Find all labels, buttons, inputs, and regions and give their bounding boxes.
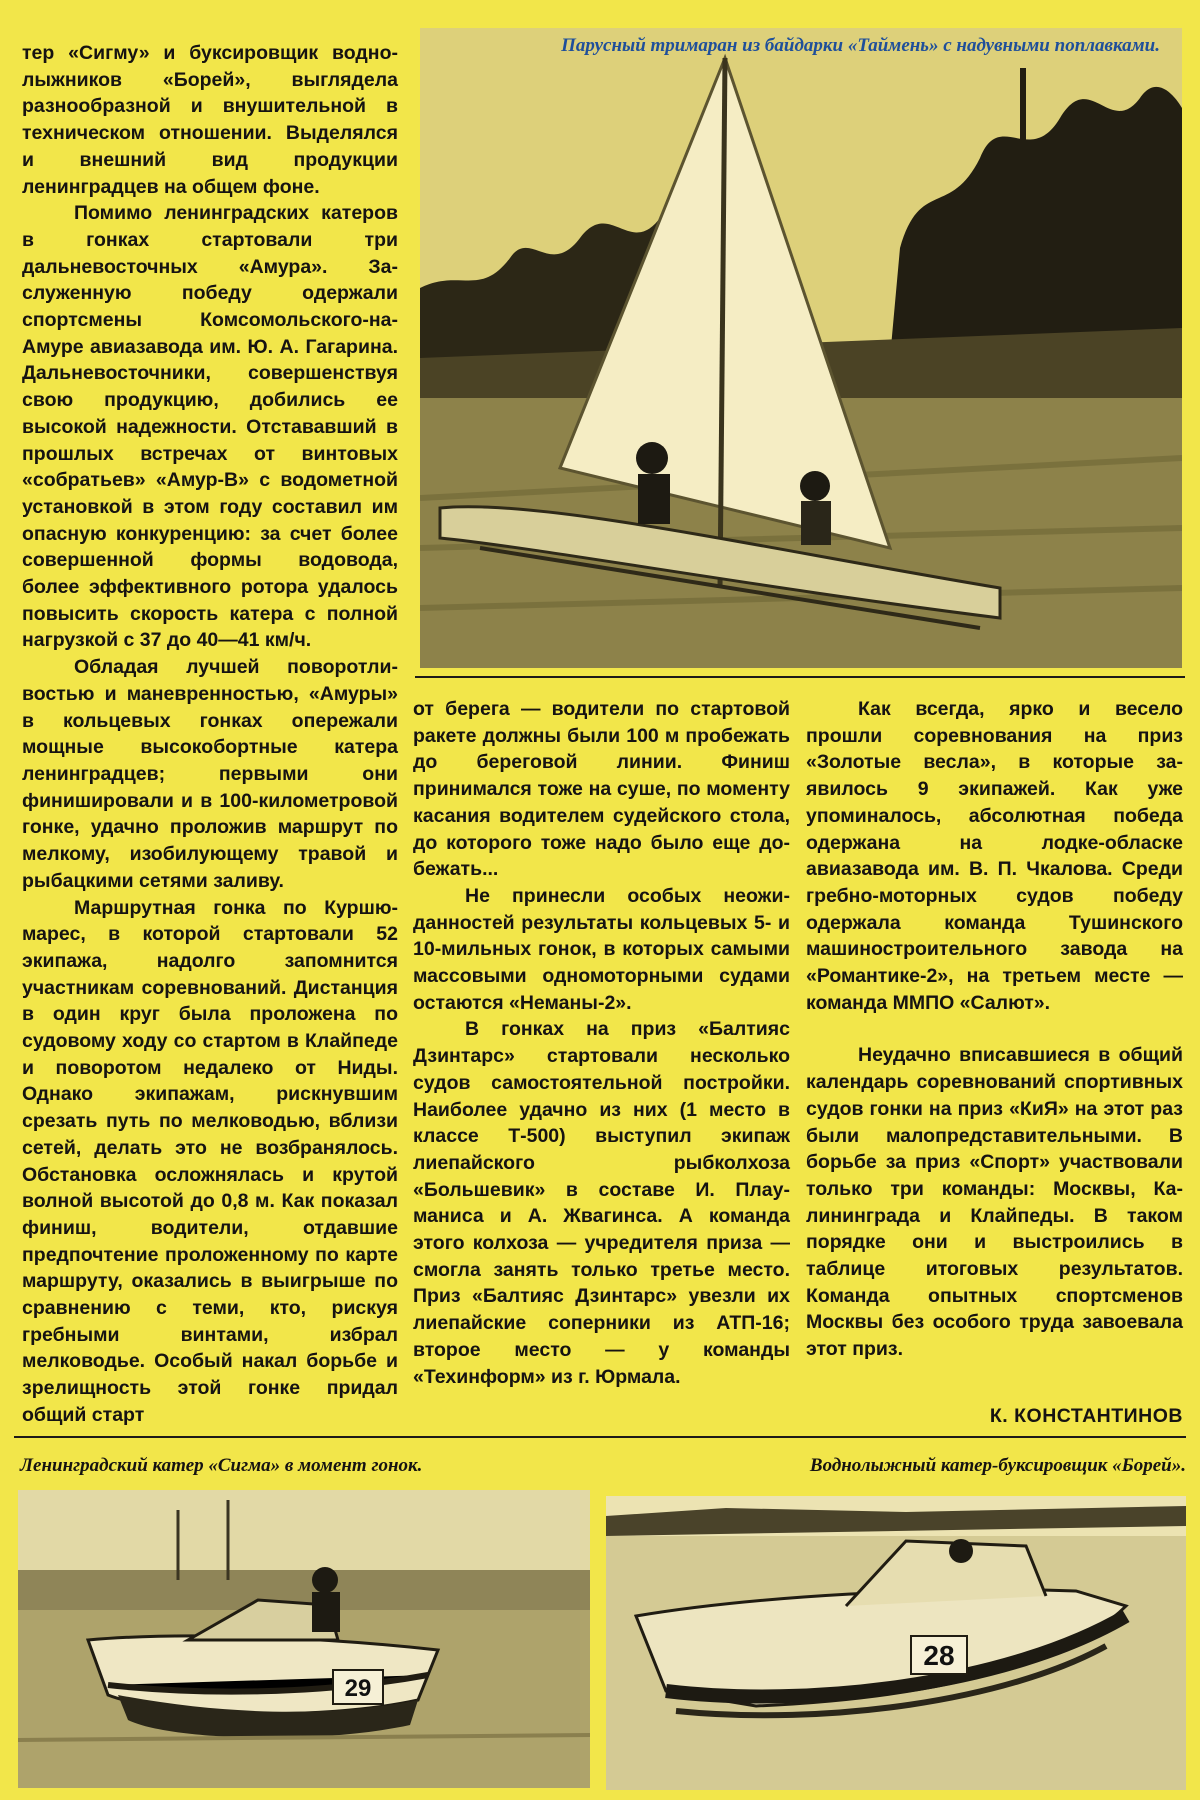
paragraph: Неудачно вписавшиеся в общий календарь соревнований спортивных судов гонки на приз «КиЯ» на этот раз были малопредставительными. В борьбе за приз «Спорт» участвовали только три команды: Москвы, Калининграда и Клайпеды. В таком порядке они и выстроились в таблице итоговых результатов. Команда опытных спортсменов Москвы без особого труда завоевала этот приз. xyxy=(806,1044,1183,1361)
author-signature: К. КОНСТАНТИНОВ xyxy=(989,1405,1183,1427)
photo-borey-boat xyxy=(606,1496,1186,1790)
boat-number: 29 xyxy=(344,1675,372,1702)
paragraph: В гонках на приз «Балтияс Дзинтарс» стартовали несколько судов самостоятельной постройки. Наиболее удачно из них (1 место в классе Т-500) выступил экипаж лиепайского рыбколхоза «Большевик» в составе И. Плауманиса и А. Жвагинса. А команда этого колхоза — учредителя приза — смогла занять только третье место. Приз «Балтияс Дзинтарс» увезли их лиепайские соперники из АТП-16; второе место — у команды «Техинформ» из г. Юрмала. xyxy=(413,1018,790,1388)
photo-caption-bottom-right: Воднолыжный катер-буксировщик «Борей». xyxy=(809,1455,1186,1476)
photo-caption-bottom-left: Ленинградский катер «Сигма» в момент гонок. xyxy=(20,1455,423,1476)
photo-sigma-boat xyxy=(18,1490,590,1788)
divider xyxy=(415,676,1185,678)
paragraph: от берега — водители по стартовой ракете должны были 100 м пробежать до береговой линии. Финиш принимался тоже на суше, по моменту касания водителем судейского стола, до которого тоже надо было еще добежать... xyxy=(413,698,790,881)
article-column-1 xyxy=(22,40,398,1429)
paragraph: Маршрутная гонка по Куршю-марес, в которой стартовали 52 экипажа, надолго запомнится участникам соревнований. Дистанция в один круг была проложена по судовому ходу со стартом в Клайпеде и поворотом недалеко от Ниды. Однако экипажам, рискнувшим срезать путь по мелководью, вблизи сетей, делать это не возбранялось. Обстановка осложнялась и крутой волной высотой до 0,8 м. Как показал финиш, водители, отдавшие предпочтение проложенному по карте маршруту, оказались в выигрыше по сравнению с теми, кто, рискуя гребными винтами, избрал мелководье. Особый накал борьбе и зрелищность этой гонке придал общий старт xyxy=(22,896,398,1426)
paragraph: Обладая лучшей поворотливостью и маневренностью, «Амуры» в кольцевых гонках опережали мощные высокобортные катера ленинградцев; первыми они финишировали и в 100-километровой гонке, удачно проложив маршрут по мелкому, изобилующему травой и рыбацкими сетями заливу. xyxy=(22,656,398,892)
article-column-2 xyxy=(413,696,790,1390)
photo-trimaran xyxy=(420,28,1182,668)
article-column-3 xyxy=(806,696,1183,1363)
paragraph: Как всегда, ярко и весело прошли соревнования на приз «Золотые весла», в которые заявилось 9 экипажей. Как уже упоминалось, абсолютная победа одержана на лодке-обласке авиазавода им. В. П. Чкалова. Среди гребно-моторных судов победу одержала команда Тушинского машиностроительного завода на «Романтике-2», на третьем месте — команда ММПО «Салют». xyxy=(806,698,1183,1014)
boat-number: 28 xyxy=(923,1640,955,1671)
divider xyxy=(14,1436,1186,1438)
paragraph: Помимо ленинградских катеров в гонках стартовали три дальневосточных «Амура». Заслуженную победу одержали спортсмены Комсомольского-на-Амуре авиазавода им. Ю. А. Гагарина. Дальневосточники, совершенствуя свою продукцию, добились ее высокой надежности. Отстававший в прошлых встречах от винтовых «собратьев» «Амур-В» с водометной установкой в этом году составил им опасную конкуренцию: за счет более совершенной формы водовода, более эффективного ротора удалось повысить скорость катера с полной нагрузкой с 37 до 40—41 км/ч. xyxy=(22,202,398,652)
photo-caption-top: Парусный тримаран из байдарки «Таймень» с надувными поплавками. xyxy=(561,35,1160,56)
paragraph: тер «Сигму» и буксировщик воднолыжников «Борей», выглядела разнообразной и внушительной в техническом отношении. Выделялся и внешний вид продукции ленинградцев на общем фоне. xyxy=(22,42,398,198)
paragraph: Не принесли особых неожиданностей результаты кольцевых 5- и 10-мильных гонок, в которых самыми массовыми одномоторными судами остаются «Неманы-2». xyxy=(413,884,790,1014)
